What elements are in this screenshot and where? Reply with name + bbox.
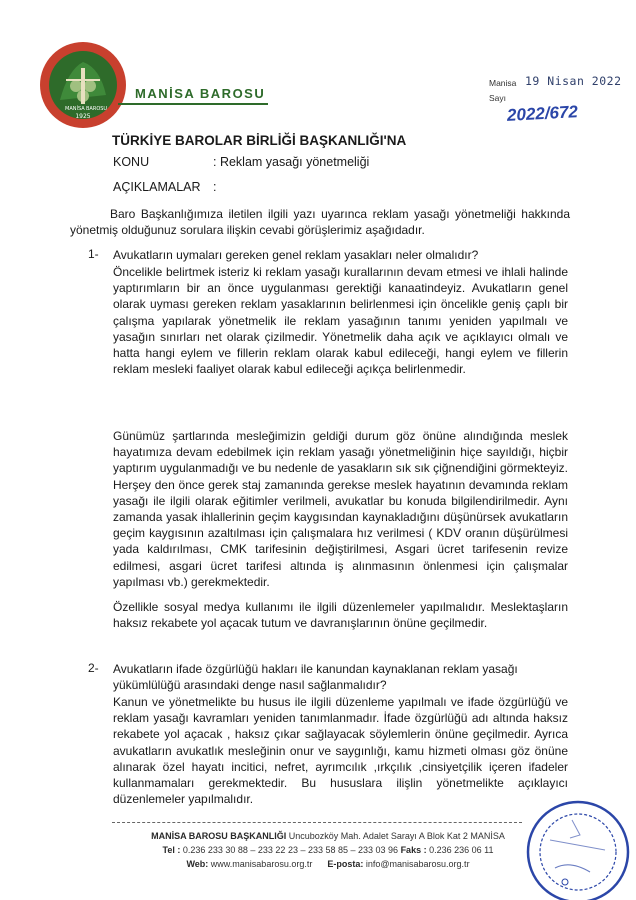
footer-email-link[interactable]: info@manisabarosu.org.tr [365, 859, 470, 869]
question-1-number: 1- [88, 247, 99, 261]
footer-web-link[interactable]: www.manisabarosu.org.tr [210, 859, 313, 869]
stamp-number: 2022/672 [506, 102, 579, 125]
stamp-labels [489, 76, 516, 106]
org-underline [118, 103, 268, 105]
footer-address-line [118, 829, 538, 843]
org-name: MANİSA BAROSU [135, 86, 266, 101]
stamp-sayi-label: Sayı [489, 93, 507, 103]
stamp-date: 19 Nisan 2022 [525, 74, 622, 88]
question-1-title: Avukatların uymaları gereken genel reklam yasakları neler olmalıdır? [113, 248, 479, 262]
bar-association-logo [38, 40, 128, 130]
footer-tel: 0.236 233 30 88 – 233 22 23 – 233 58 85 – 233 03 96 [182, 845, 399, 855]
question-2-answer-paragraph: Kanun ve yönetmelikte bu husus ile ilgili düzenleme yapılmalı ve ifade özgürlüğü ve reklam yasağı kavramları yeniden tanımlanmadır. İfade özgürlüğü adı altında haksız rekabete yol açacak , haksız çıkar sağlayacak söylemlerin önüne geçilmedir. Ayrıca avukatların avukatlık mesleğinin onur ve saygınlığı, kamu hizmeti olması göz önüne alınarak özel hayatı incitici, nefret, ayrımcılık ,ırkçılık ,cinsiyetçilik içeren ifadeler kullanmamaları gerekmektedir. Bu hususlara ilişlin yönetmelikte açıklayıcı düzenlemeler yapılmalıdır. [113, 695, 568, 807]
footer-email-label: E-posta: [327, 859, 364, 869]
footer [118, 829, 538, 871]
footer-tel-label: Tel : [162, 845, 181, 855]
aciklamalar-label: AÇIKLAMALAR [113, 180, 201, 194]
footer-web-line [118, 857, 538, 871]
footer-address: Uncubozköy Mah. Adalet Sarayı A Blok Kat 2 MANİSA [288, 831, 505, 841]
official-seal-stamp [510, 790, 630, 900]
footer-phone-line [118, 843, 538, 857]
logo-text-left: MANİSA [65, 106, 85, 112]
footer-divider [112, 822, 522, 823]
footer-fax-label: Faks : [400, 845, 427, 855]
question-2-number: 2- [88, 661, 99, 675]
logo-text-right: BAROSU [86, 106, 108, 112]
question-2-title: Avukatların ifade özgürlüğü hakları ile kanundan kaynaklanan reklam yasağı yükümlülüğü arasındaki denge nasıl sağlanmalıdır? [113, 662, 518, 693]
question-1-answer-paragraph: Öncelikle belirtmek isteriz ki reklam yasağı kurallarının devam etmesi ve ihlali halinde yaptırımların bir an önce uygulanması gerektiği kanaatindeyiz. Avukatların genel olarak uyması gereken reklam yasaklarının belirlenmesi için öncelikle geniş çaplı bir çalışma yapılarak yönetmelik ile reklam yasağının tanımı yeniden yapılmalı ve yasağın sınırları net olarak çizilmedir. Yönetmelik daha açık ve açıklayıcı olmalı ve hatta hangi eylem ve fillerin reklam olarak kabul edileceği, hangi eylem ve fillerin reklam mesleki faaliyet olarak kabul edileceği açıkça belirlenmedir. [113, 265, 568, 377]
konu-label: KONU [113, 155, 150, 169]
konu-value: : Reklam yasağı yönetmeliği [213, 155, 370, 169]
footer-fax: 0.236 236 06 11 [429, 845, 494, 855]
logo-year: 1925 [75, 113, 91, 120]
question-1-answer-paragraph: Günümüz şartlarında mesleğimizin geldiği durum göz önüne alındığında meslek hayatımıza devam edebilmek için reklam yasağı yönetmeliğinin hiçe sayıldığı, hiçbir yaptırım uygulanmadığı ve bu nedenle de yasakların sık sık çiğnendiğini görmekteyiz. Herşey den önce gerek staj zamanında gerekse meslek hayatının devamında reklam yasağı ile ilgili olarak eğitimler verilmeli, avukatlar bu konuda bilgilendirilmedir. Aynı zamanda yasak ihlallerinin geçim kaygısından kaynakladığını düşünürsek avukatların geçim kaygısının azaltılması için çalışmalara hız verilmesi ( KDV oranın düşürülmesi yada kaldırılması, CMK tarifesinin değiştirilmesi, Asgari ücret tarifesenin revize edilmesi, asgari ücret tarifesi altında iş alınmasının önlenmesi için çalışmalar yapılması vb.) gerekmektedir. [113, 429, 568, 589]
intro-paragraph: Baro Başkanlığımıza iletilen ilgili yazı uyarınca reklam yasağı yönetmeliği hakkında yönetmiş olduğunuz sorulara ilişkin cevabi görüşlerimiz aşağıdadır. [70, 207, 570, 238]
stamp-city-label: Manisa [489, 78, 517, 88]
document-title: TÜRKİYE BAROLAR BİRLİĞİ BAŞKANLIĞI'NA [112, 133, 407, 148]
question-1-answer-paragraph: Özellikle sosyal medya kullanımı ile ilgili düzenlemeler yapılmalıdır. Meslektaşların haksız rekabete yol açacak tutum ve davranışlarının önüne geçilmedir. [113, 600, 568, 631]
aciklamalar-colon: : [213, 180, 217, 194]
footer-org-name: MANİSA BAROSU BAŞKANLIĞI [151, 831, 287, 841]
footer-web-label: Web: [186, 859, 209, 869]
